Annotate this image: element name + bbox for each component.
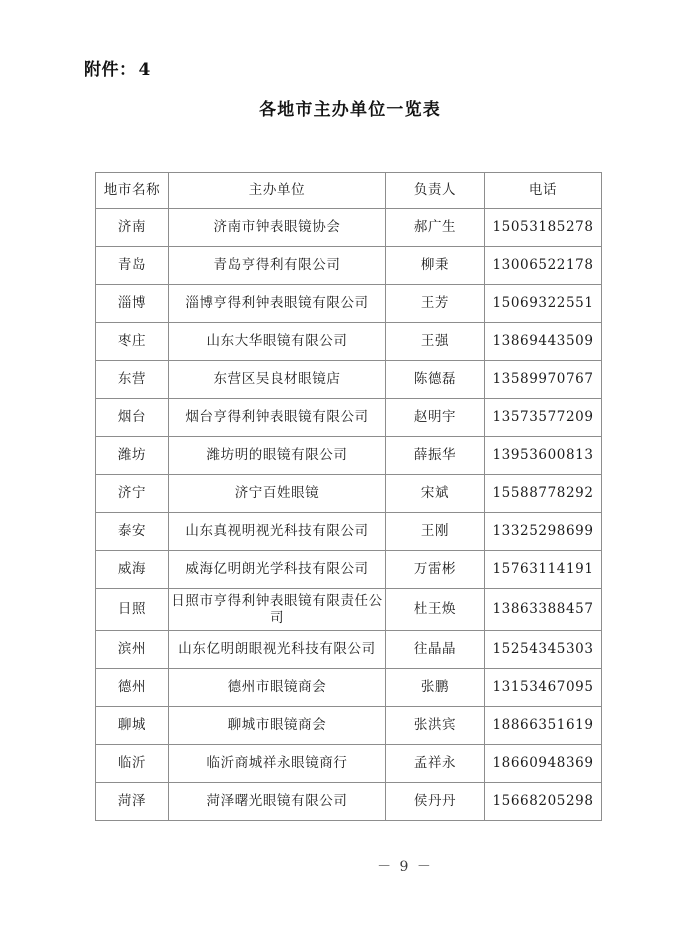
cell-city: 淄博 — [96, 285, 169, 323]
cell-phone: 13153467095 — [485, 669, 602, 707]
roster-table-container — [95, 172, 601, 821]
cell-phone: 13325298699 — [485, 513, 602, 551]
cell-phone: 15053185278 — [485, 209, 602, 247]
cell-city: 临沂 — [96, 745, 169, 783]
cell-contact: 陈德磊 — [386, 361, 485, 399]
table-row — [96, 285, 602, 323]
column-header-organizer: 主办单位 — [169, 173, 386, 209]
cell-organizer: 烟台亨得利钟表眼镜有限公司 — [169, 399, 386, 437]
cell-contact: 薛振华 — [386, 437, 485, 475]
cell-city: 德州 — [96, 669, 169, 707]
page-title: 各地市主办单位一览表 — [259, 100, 441, 120]
cell-city: 济宁 — [96, 475, 169, 513]
table-row — [96, 247, 602, 285]
cell-contact: 侯丹丹 — [386, 783, 485, 821]
cell-organizer: 山东亿明朗眼视光科技有限公司 — [169, 631, 386, 669]
cell-contact: 万雷彬 — [386, 551, 485, 589]
cell-city: 聊城 — [96, 707, 169, 745]
attachment-label-text: 附件： — [84, 60, 137, 80]
cell-organizer: 菏泽曙光眼镜有限公司 — [169, 783, 386, 821]
column-header-phone: 电话 — [485, 173, 602, 209]
cell-city: 威海 — [96, 551, 169, 589]
cell-contact: 宋斌 — [386, 475, 485, 513]
table-row — [96, 745, 602, 783]
cell-organizer: 聊城市眼镜商会 — [169, 707, 386, 745]
cell-contact: 王强 — [386, 323, 485, 361]
table-row — [96, 631, 602, 669]
cell-organizer: 青岛亨得利有限公司 — [169, 247, 386, 285]
cell-organizer: 山东大华眼镜有限公司 — [169, 323, 386, 361]
cell-organizer: 山东真视明视光科技有限公司 — [169, 513, 386, 551]
cell-organizer: 济南市钟表眼镜协会 — [169, 209, 386, 247]
cell-organizer: 临沂商城祥永眼镜商行 — [169, 745, 386, 783]
table-row — [96, 669, 602, 707]
attachment-number: 4 — [138, 60, 151, 80]
cell-phone: 15668205298 — [485, 783, 602, 821]
cell-organizer: 淄博亨得利钟表眼镜有限公司 — [169, 285, 386, 323]
attachment-label — [84, 55, 151, 80]
table-header-row — [96, 173, 602, 209]
cell-contact: 张鹏 — [386, 669, 485, 707]
column-header-city: 地市名称 — [96, 173, 169, 209]
table-row — [96, 589, 602, 631]
cell-city: 枣庄 — [96, 323, 169, 361]
cell-organizer: 潍坊明的眼镜有限公司 — [169, 437, 386, 475]
cell-contact: 孟祥永 — [386, 745, 485, 783]
cell-contact: 杜王焕 — [386, 589, 485, 631]
table-row — [96, 475, 602, 513]
cell-phone: 15069322551 — [485, 285, 602, 323]
cell-phone: 13953600813 — [485, 437, 602, 475]
cell-city: 济南 — [96, 209, 169, 247]
page-footer — [0, 856, 700, 876]
cell-organizer: 东营区吴良材眼镜店 — [169, 361, 386, 399]
table-row — [96, 323, 602, 361]
table-row — [96, 209, 602, 247]
table-row — [96, 399, 602, 437]
cell-contact: 往晶晶 — [386, 631, 485, 669]
cell-contact: 柳秉 — [386, 247, 485, 285]
cell-city: 菏泽 — [96, 783, 169, 821]
cell-contact: 王刚 — [386, 513, 485, 551]
page-number: － 9 － — [377, 859, 433, 875]
cell-city: 烟台 — [96, 399, 169, 437]
cell-phone: 15588778292 — [485, 475, 602, 513]
cell-phone: 13573577209 — [485, 399, 602, 437]
table-row — [96, 361, 602, 399]
cell-city: 泰安 — [96, 513, 169, 551]
cell-organizer: 威海亿明朗光学科技有限公司 — [169, 551, 386, 589]
cell-city: 日照 — [96, 589, 169, 631]
cell-phone: 13869443509 — [485, 323, 602, 361]
cell-contact: 张洪宾 — [386, 707, 485, 745]
table-body — [96, 209, 602, 821]
roster-table — [95, 172, 602, 821]
table-row — [96, 707, 602, 745]
cell-contact: 郝广生 — [386, 209, 485, 247]
table-row — [96, 551, 602, 589]
cell-organizer: 日照市亨得利钟表眼镜有限责任公司 — [169, 589, 386, 631]
cell-phone: 18866351619 — [485, 707, 602, 745]
cell-phone: 13589970767 — [485, 361, 602, 399]
table-row — [96, 783, 602, 821]
cell-phone: 15254345303 — [485, 631, 602, 669]
cell-contact: 赵明宇 — [386, 399, 485, 437]
table-header — [96, 173, 602, 209]
cell-phone: 15763114191 — [485, 551, 602, 589]
cell-phone: 13863388457 — [485, 589, 602, 631]
cell-city: 滨州 — [96, 631, 169, 669]
cell-city: 东营 — [96, 361, 169, 399]
cell-organizer: 德州市眼镜商会 — [169, 669, 386, 707]
cell-phone: 13006522178 — [485, 247, 602, 285]
table-row — [96, 513, 602, 551]
column-header-contact: 负责人 — [386, 173, 485, 209]
cell-city: 青岛 — [96, 247, 169, 285]
cell-contact: 王芳 — [386, 285, 485, 323]
table-row — [96, 437, 602, 475]
cell-city: 潍坊 — [96, 437, 169, 475]
cell-phone: 18660948369 — [485, 745, 602, 783]
cell-organizer: 济宁百姓眼镜 — [169, 475, 386, 513]
